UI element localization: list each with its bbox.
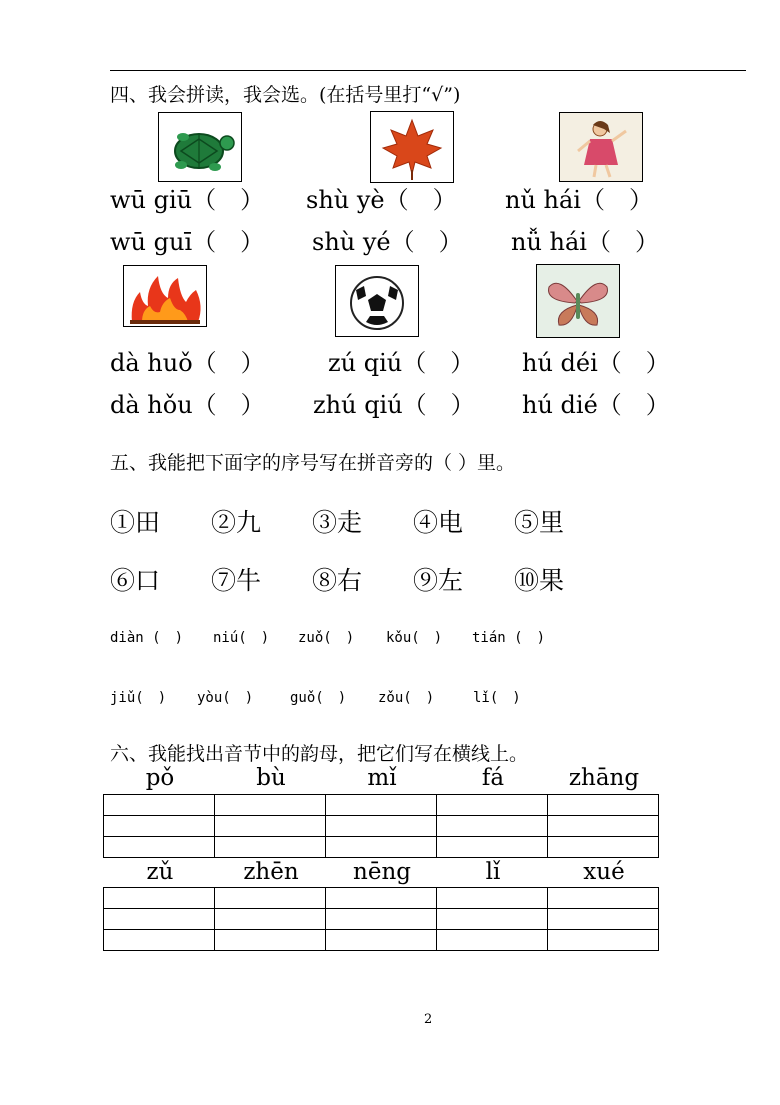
option-fire-a[interactable]: dà huǒ（ ） [110, 349, 265, 377]
pinyin-answer[interactable]: zuǒ( ) [298, 630, 355, 646]
answer-cell[interactable] [437, 909, 548, 930]
pinyin-answer[interactable]: niú( ) [213, 630, 270, 646]
answer-cell[interactable] [104, 795, 215, 816]
option-leaf-b[interactable]: shù yé（ ） [312, 228, 463, 256]
pinyin-answer[interactable]: lǐ( ) [473, 690, 521, 706]
char-item: ⑨左 [413, 566, 464, 595]
char-item: ⑤里 [514, 508, 565, 537]
char-item: ⑧右 [312, 566, 363, 595]
section6-title: 六、我能找出音节中的韵母，把它们写在横线上。 [110, 743, 529, 765]
answer-cell[interactable] [326, 816, 437, 837]
answer-cell[interactable] [104, 888, 215, 909]
answer-cell[interactable] [215, 909, 326, 930]
butterfly-icon [537, 265, 619, 337]
soccer-ball-icon [336, 266, 418, 336]
answer-cell[interactable] [104, 837, 215, 858]
answer-cell[interactable] [215, 837, 326, 858]
answer-cell[interactable] [215, 795, 326, 816]
pinyin-answer[interactable]: tián ( ) [472, 630, 546, 646]
turtle-icon [159, 113, 241, 181]
answer-grid-2 [103, 887, 659, 951]
answer-cell[interactable] [548, 795, 659, 816]
answer-cell[interactable] [548, 909, 659, 930]
section5-title: 五、我能把下面字的序号写在拼音旁的（ ）里。 [110, 452, 516, 474]
butterfly-picture [536, 264, 620, 338]
pinyin-answer[interactable]: diàn ( ) [110, 630, 184, 646]
girl-icon [560, 113, 642, 181]
fire-picture [123, 265, 207, 327]
soccer-picture [335, 265, 419, 337]
option-butterfly-a[interactable]: hú déi（ ） [522, 349, 670, 377]
option-ball-a[interactable]: zú qiú（ ） [328, 349, 475, 377]
pinyin-answer[interactable]: yòu( ) [197, 690, 254, 706]
syllable: bù [256, 765, 286, 791]
option-ball-b[interactable]: zhú qiú（ ） [313, 391, 475, 419]
answer-cell[interactable] [215, 888, 326, 909]
pinyin-answer[interactable]: kǒu( ) [386, 630, 443, 646]
char-item: ③走 [312, 508, 363, 537]
answer-cell[interactable] [437, 795, 548, 816]
syllable: nēng [353, 859, 411, 885]
section4-title: 四、我会拼读，我会选。(在括号里打“√”) [110, 84, 461, 106]
char-item: ④电 [413, 508, 464, 537]
answer-cell[interactable] [437, 888, 548, 909]
pinyin-answer[interactable]: guǒ( ) [290, 690, 347, 706]
maple-leaf-icon [371, 112, 453, 182]
maple-leaf-picture [370, 111, 454, 183]
syllable: pǒ [145, 765, 175, 791]
girl-picture [559, 112, 643, 182]
char-item: ②九 [211, 508, 262, 537]
syllable: zhāng [568, 765, 640, 791]
answer-cell[interactable] [104, 816, 215, 837]
answer-cell[interactable] [437, 930, 548, 951]
answer-cell[interactable] [548, 816, 659, 837]
answer-cell[interactable] [215, 930, 326, 951]
option-fire-b[interactable]: dà hǒu（ ） [110, 391, 265, 419]
syllable: xué [583, 859, 625, 885]
syllable: zhēn [243, 859, 299, 885]
syllable: mǐ [367, 765, 397, 791]
syllable: zǔ [146, 859, 174, 885]
answer-cell[interactable] [437, 816, 548, 837]
syllable: fá [481, 765, 505, 791]
answer-cell[interactable] [437, 837, 548, 858]
answer-cell[interactable] [326, 795, 437, 816]
answer-cell[interactable] [548, 837, 659, 858]
top-rule [110, 70, 746, 71]
answer-grid-1 [103, 794, 659, 858]
answer-cell[interactable] [548, 930, 659, 951]
char-item: ⑥口 [110, 566, 161, 595]
option-turtle-a[interactable]: wū giū（ ） [110, 186, 265, 214]
turtle-picture [158, 112, 242, 182]
option-leaf-a[interactable]: shù yè（ ） [306, 186, 457, 214]
answer-cell[interactable] [326, 930, 437, 951]
syllable: lǐ [485, 859, 501, 885]
answer-cell[interactable] [326, 837, 437, 858]
answer-cell[interactable] [326, 909, 437, 930]
answer-cell[interactable] [104, 930, 215, 951]
answer-cell[interactable] [326, 888, 437, 909]
page-number: 2 [424, 1012, 433, 1027]
char-item: ⑦牛 [211, 566, 262, 595]
pinyin-answer[interactable]: zǒu( ) [378, 690, 435, 706]
option-girl-a[interactable]: nǔ hái（ ） [505, 186, 653, 214]
pinyin-answer[interactable]: jiǔ( ) [110, 690, 167, 706]
answer-cell[interactable] [104, 909, 215, 930]
answer-cell[interactable] [215, 816, 326, 837]
fire-icon [124, 266, 206, 326]
answer-cell[interactable] [548, 888, 659, 909]
option-butterfly-b[interactable]: hú dié（ ） [522, 391, 670, 419]
option-girl-b[interactable]: nǚ hái（ ） [511, 228, 659, 256]
char-item: ①田 [110, 508, 161, 537]
char-item: ⑩果 [514, 566, 565, 595]
option-turtle-b[interactable]: wū guī（ ） [110, 228, 265, 256]
